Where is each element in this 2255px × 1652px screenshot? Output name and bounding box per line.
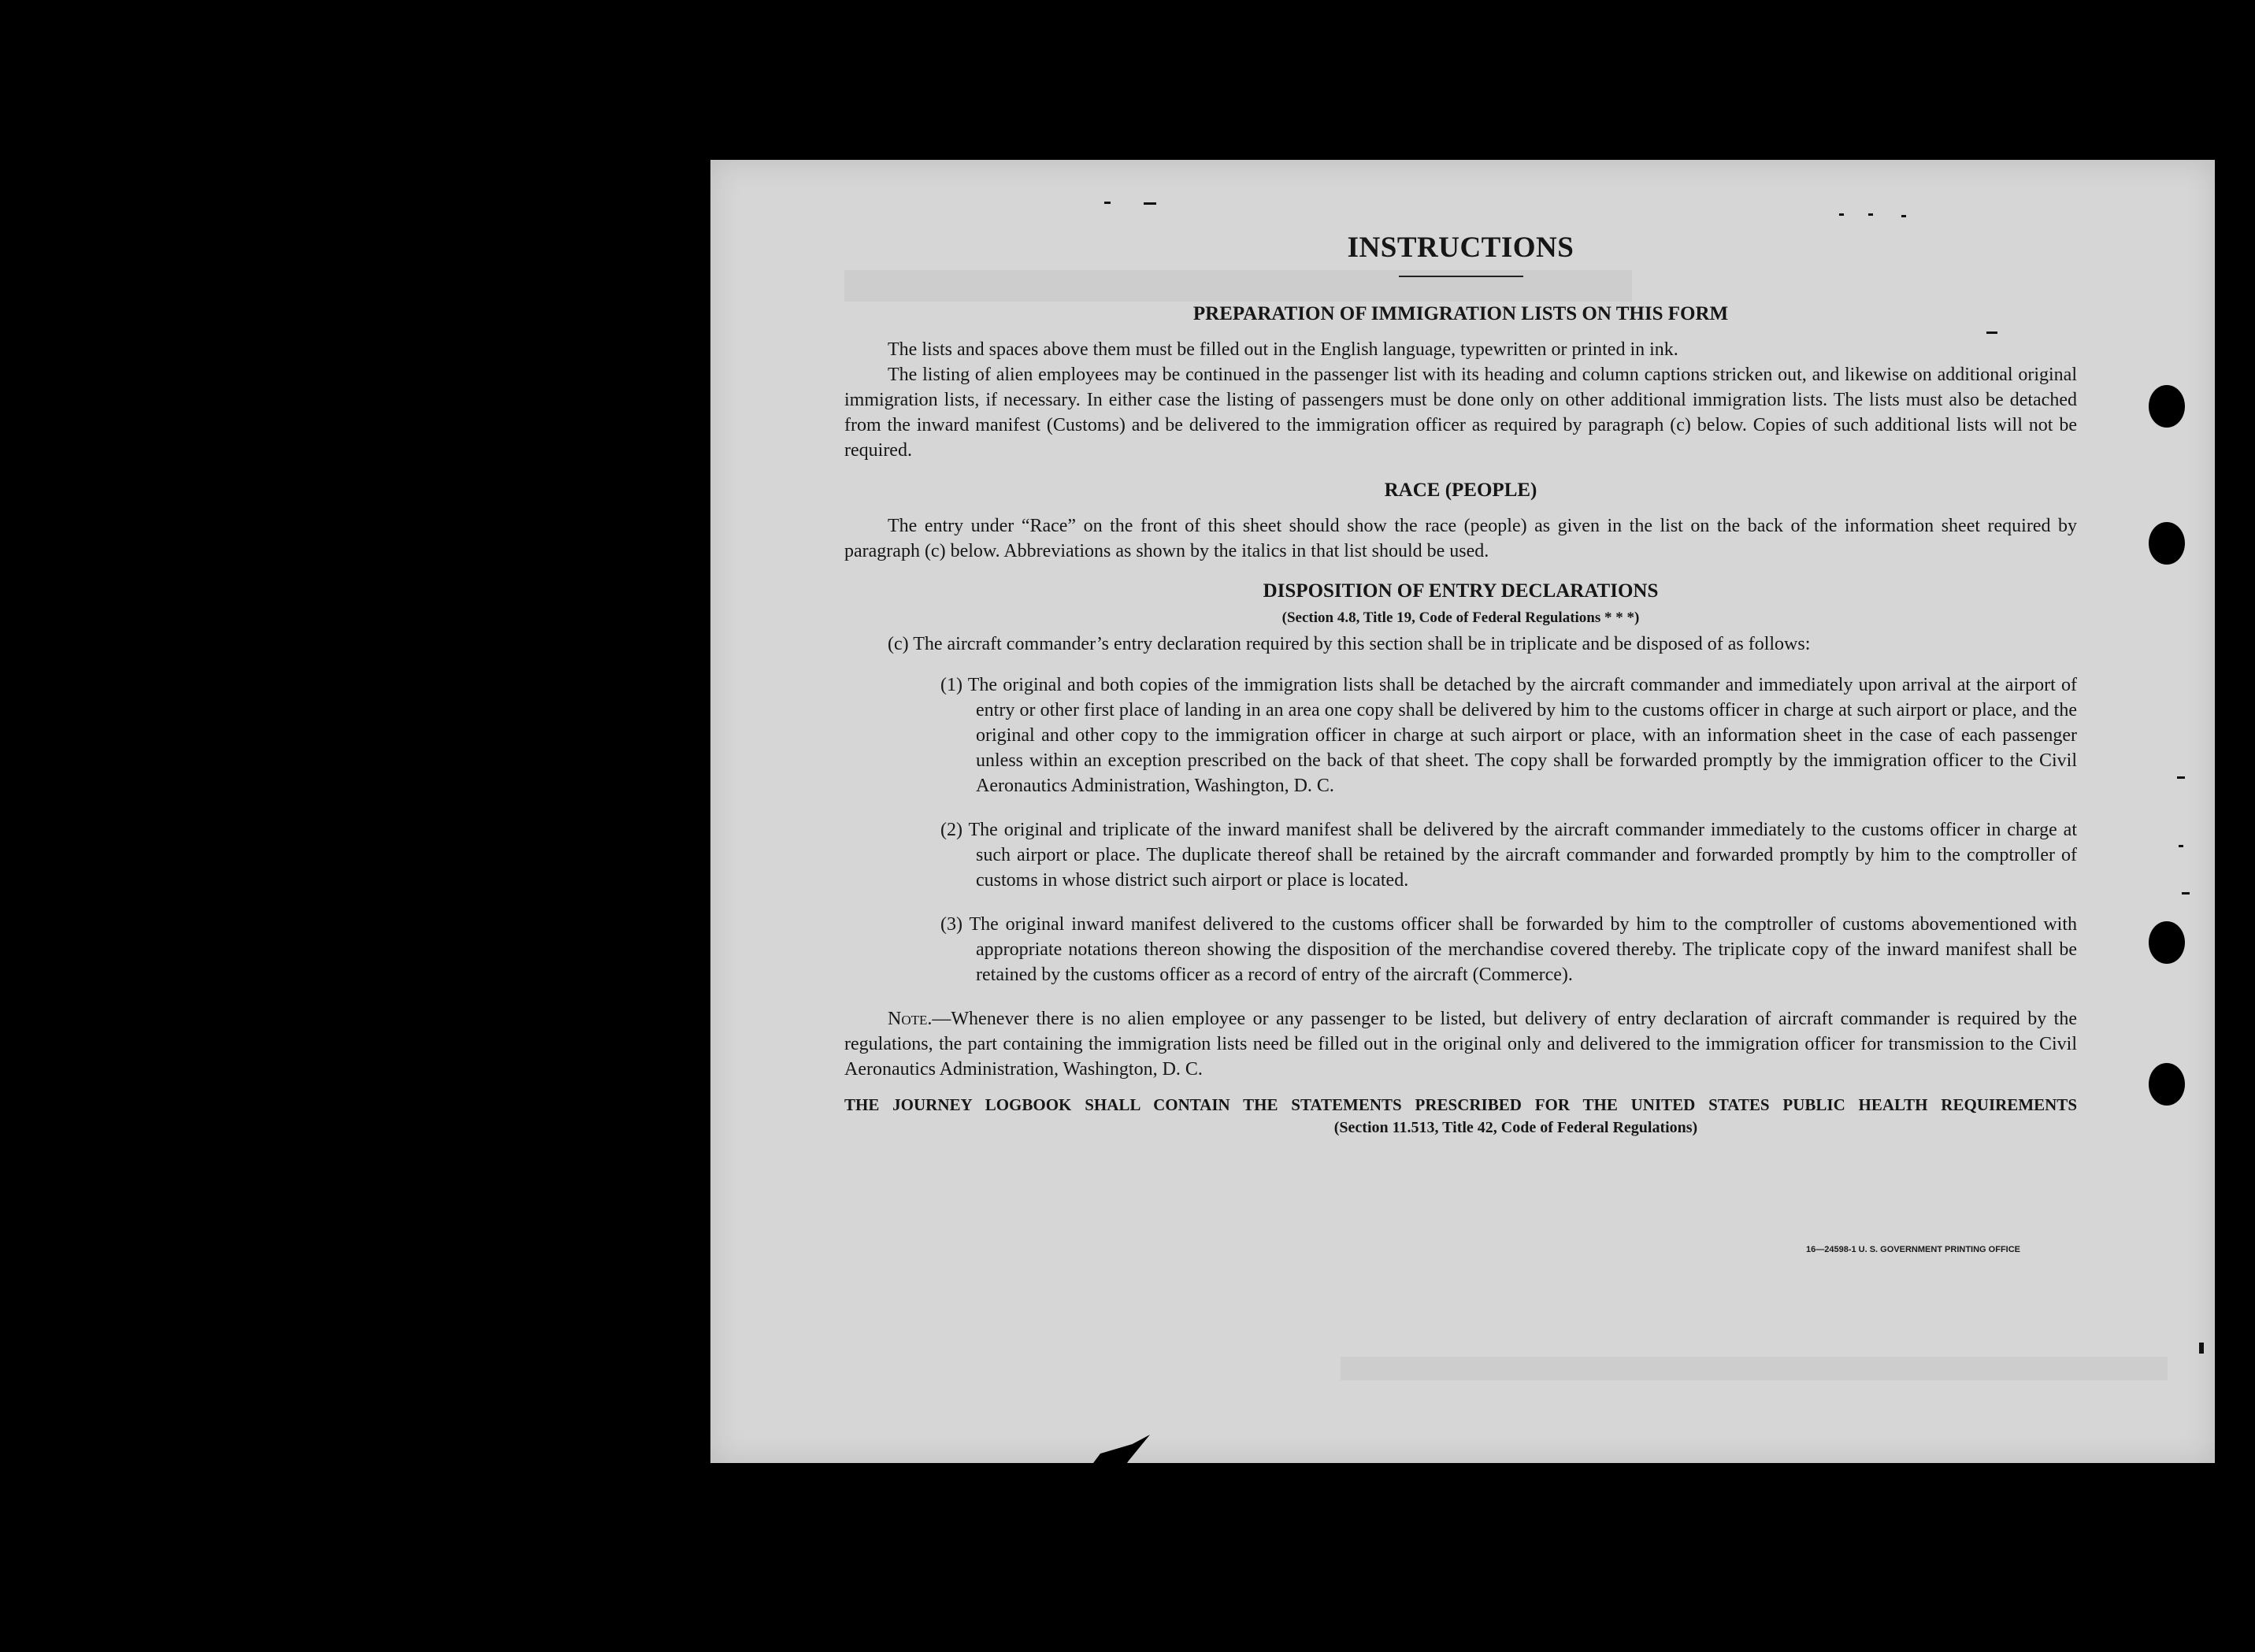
disposition-subheading: (Section 4.8, Title 19, Code of Federal Regulations * * *)	[1281, 609, 1640, 626]
speck-mark	[1144, 202, 1156, 205]
race-paragraph: The entry under “Race” on the front of this sheet should show the race (people) as given in the list on the back of the information sheet required by paragraph (c) below. Abbreviations as shown by the italics in that list should be used.	[844, 516, 2077, 561]
disposition-item-2: (2) The original and triplicate of the inward manifest shall be delivered by the aircraft commander immediately to the customs officer in charge at such airport or place. The duplicate thereof shall be retained by the aircraft commander and forwarded promptly by him to the comptroller of customs in whose district such airport or place is located.	[940, 820, 2077, 891]
binder-hole	[2149, 1063, 2185, 1106]
journey-logbook-statement: THE JOURNEY LOGBOOK SHALL CONTAIN THE STATEMENTS PRESCRIBED FOR THE UNITED STATES PUBLIC HEALTH REQUIREMENTS	[844, 1095, 2077, 1114]
speck-mark	[1868, 213, 1873, 216]
printing-office-code: 16—24598-1 U. S. GOVERNMENT PRINTING OFFICE	[1806, 1245, 2021, 1254]
binder-hole	[2149, 522, 2185, 565]
preparation-paragraph-2: The listing of alien employees may be continued in the passenger list with its heading and column captions stricken out, and likewise on additional original immigration lists, if necessary. In either case the listing of passengers must be done only on other additional immigration lists. The lists must also be detached from the inward manifest (Customs) and be delivered to the immigration officer as required by paragraph (c) below. Copies of such additional lists will not be required.	[844, 365, 2077, 461]
note-paragraph	[844, 1006, 2077, 1082]
disposition-item-1: (1) The original and both copies of the immigration lists shall be detached by the aircraft commander and immediately upon arrival at the airport of entry or other first place of landing in an area one copy shall be delivered by him to the customs officer in charge at such airport or place, and the original and other copy to the immigration officer in charge at such airport or place, with an information sheet in the case of each passenger unless within an exception prescribed on the back of that sheet. The copy shall be forwarded promptly by the immigration officer to the Civil Aeronautics Administration, Washington, D. C.	[940, 675, 2077, 796]
note-label: Note.	[888, 1009, 933, 1029]
race-heading: RACE (PEOPLE)	[1384, 480, 1537, 501]
speck-mark	[1839, 213, 1844, 216]
instructions-content	[844, 228, 2077, 1139]
disposition-intro: (c) The aircraft commander’s entry declaration required by this section shall be in triplicate and be disposed of as follows:	[888, 634, 1811, 654]
speck-mark	[1104, 202, 1111, 204]
binder-hole	[2149, 921, 2185, 964]
page-title: INSTRUCTIONS	[1347, 232, 1574, 264]
preparation-heading: PREPARATION OF IMMIGRATION LISTS ON THIS FORM	[1192, 303, 1729, 324]
binder-hole	[2149, 385, 2185, 428]
speck-mark	[2179, 845, 2183, 847]
disposition-heading: DISPOSITION OF ENTRY DECLARATIONS	[1263, 580, 1659, 602]
note-text: —Whenever there is no alien employee or any passenger to be listed, but delivery of entry declaration of aircraft commander is required by the regulations, the part containing the immigration lists need be filled out in the original only and delivered to the immigration officer for transmission to the Civil Aeronautics Administration, Washington, D. C.	[844, 1009, 2077, 1080]
speck-mark	[2182, 892, 2190, 895]
speck-mark	[2177, 776, 2185, 779]
speck-mark	[1901, 215, 1906, 217]
preparation-paragraph-1: The lists and spaces above them must be filled out in the English language, typewritten or printed in ink.	[888, 339, 1678, 360]
journey-logbook-citation: (Section 11.513, Title 42, Code of Federal Regulations)	[1333, 1119, 1698, 1136]
speck-mark	[2199, 1343, 2204, 1354]
disposition-item-3: (3) The original inward manifest delivered to the customs officer shall be forwarded by him to the comptroller of customs abovementioned with appropriate notations thereon showing the disposition of the merchandise covered thereby. The triplicate copy of the inward manifest shall be retained by the customs officer as a record of entry of the aircraft (Commerce).	[940, 914, 2077, 985]
title-underline	[1399, 276, 1523, 277]
bleed-through-shadow	[1341, 1357, 2168, 1380]
